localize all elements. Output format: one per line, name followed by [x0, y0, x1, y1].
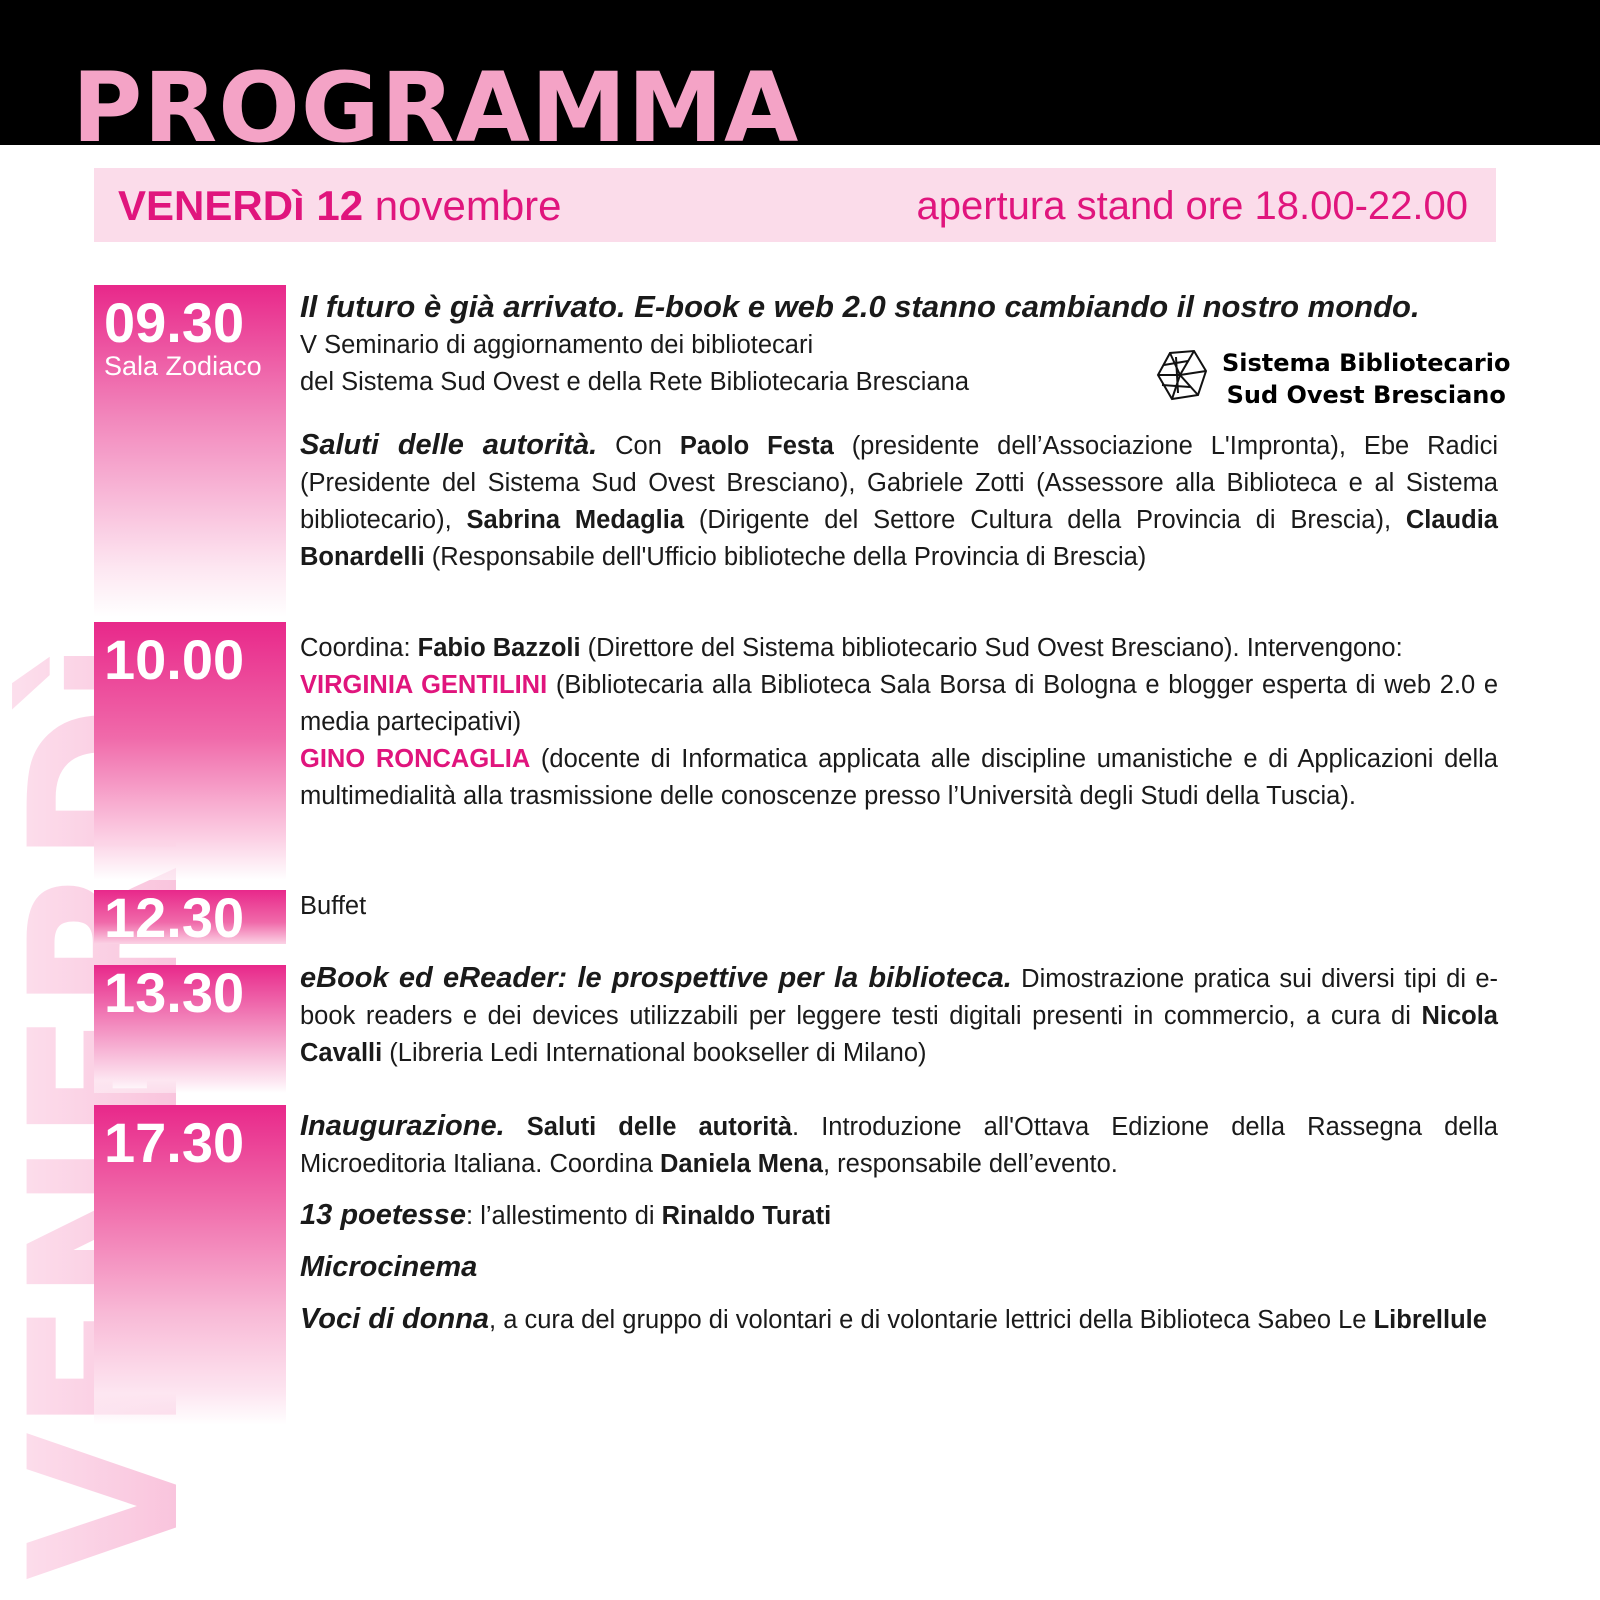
speaker-name: VIRGINIA GENTILINI — [300, 671, 548, 699]
person-name: Claudia Bonardelli — [300, 506, 1498, 571]
time-label: 09.30 — [104, 291, 245, 354]
time-block-0930 — [94, 285, 286, 617]
day-name: VENERDì — [118, 182, 305, 229]
session-subtitle-line2: del Sistema Sud Ovest e della Rete Bibliotecaria Bresciana — [300, 368, 970, 396]
month-name: novembre — [374, 182, 562, 229]
person-name: Nicola Cavalli — [300, 1002, 1498, 1067]
session-0930 — [300, 287, 1498, 576]
speaker-paragraph: VIRGINIA GENTILINI (Bibliotecaria alla Biblioteca Sala Borsa di Bologna e blogger esperta di web 2.0 e media partecipativi) — [300, 671, 1499, 736]
group-name: Librellule — [1373, 1306, 1487, 1334]
session-title: Il futuro è già arrivato. E-book e web 2.0 stanno cambiando il nostro mondo. — [300, 289, 1420, 324]
coordinator-paragraph: Coordina: Fabio Bazzoli (Direttore del Sistema bibliotecario Sud Ovest Bresciano). Intervengono: — [300, 634, 1403, 662]
time-block-1230 — [94, 886, 286, 949]
time-block-1330 — [94, 961, 286, 1093]
session-text: Buffet — [300, 892, 367, 920]
person-name: Sabrina Medaglia — [466, 506, 685, 534]
speaker-paragraph: GINO RONCAGLIA (docente di Informatica applicata alle discipline umanistiche e di Applicazioni della multimedialità alla trasmissione delle conoscenze presso l’Università degli Studi della Tuscia). — [300, 745, 1498, 810]
event-title: Microcinema — [300, 1251, 478, 1283]
room-label: Sala Zodiaco — [104, 351, 262, 381]
speaker-name: GINO RONCAGLIA — [300, 745, 531, 773]
session-title: eBook ed eReader: le prospettive per la biblioteca. — [300, 962, 1012, 994]
date-bar — [94, 168, 1496, 242]
event-title: 13 poetesse — [300, 1199, 467, 1231]
time-block-1730 — [94, 1105, 286, 1425]
inauguration-paragraph: Inaugurazione. Saluti delle autorità. Introduzione all'Ottava Edizione della Rassegna della Microeditoria Italiana. Coordina Daniela Mena, responsabile dell’evento. — [300, 1110, 1498, 1178]
time-label: 17.30 — [104, 1111, 245, 1174]
session-1230 — [300, 888, 1498, 925]
time-label: 12.30 — [104, 886, 245, 949]
library-logo-text: Sistema Bibliotecario Sud Ovest Bresciano — [1222, 349, 1511, 409]
time-label: 13.30 — [104, 961, 245, 1024]
time-block-1000 — [94, 622, 286, 880]
person-name: Fabio Bazzoli — [417, 634, 581, 662]
greetings-title: Saluti delle autorità. — [300, 429, 598, 461]
person-name: Paolo Festa — [679, 432, 834, 460]
event-item: Voci di donna, a cura del gruppo di volontari e di volontarie lettrici della Biblioteca Sabeo Le Librellule — [300, 1303, 1487, 1335]
library-system-logo — [1150, 345, 1511, 409]
time-label: 10.00 — [104, 628, 245, 691]
library-logo-icon — [1150, 345, 1212, 405]
session-1000 — [300, 630, 1498, 815]
day-number: 12 — [316, 182, 364, 229]
session-1730 — [300, 1108, 1498, 1339]
person-name: Daniela Mena — [660, 1150, 823, 1178]
event-item: 13 poetesse: l’allestimento di Rinaldo Turati — [300, 1199, 832, 1231]
date-label — [118, 182, 562, 230]
person-name: Rinaldo Turati — [661, 1202, 832, 1230]
event-title: Voci di donna — [300, 1303, 490, 1335]
opening-hours: apertura stand ore 18.00-22.00 — [916, 184, 1468, 228]
session-1330: eBook ed eReader: le prospettive per la biblioteca. Dimostrazione pratica sui diversi tipi di e-book readers e dei devices utilizzabili per leggere testi digitali presenti in commercio, a cura di Nicola Cavalli (Libreria Ledi International bookseller di Milano) — [300, 962, 1498, 1067]
event-item — [300, 1249, 1498, 1287]
page-title: PROGRAMMA — [72, 58, 800, 145]
session-subtitle-line1: V Seminario di aggiornamento dei bibliotecari — [300, 331, 814, 359]
session-title: Inaugurazione. — [300, 1110, 505, 1142]
greetings-paragraph: Saluti delle autorità. Con Paolo Festa (presidente dell’Associazione L'Impronta), Ebe Radici (Presidente del Sistema Sud Ovest Bresciano), Gabriele Zotti (Assessore alla Biblioteca e al Sistema bibliotecario), Sabrina Medaglia (Dirigente del Settore Cultura della Provincia di Brescia), Claudia Bonardelli (Responsabile dell'Ufficio biblioteche della Provincia di Brescia) — [300, 429, 1498, 571]
